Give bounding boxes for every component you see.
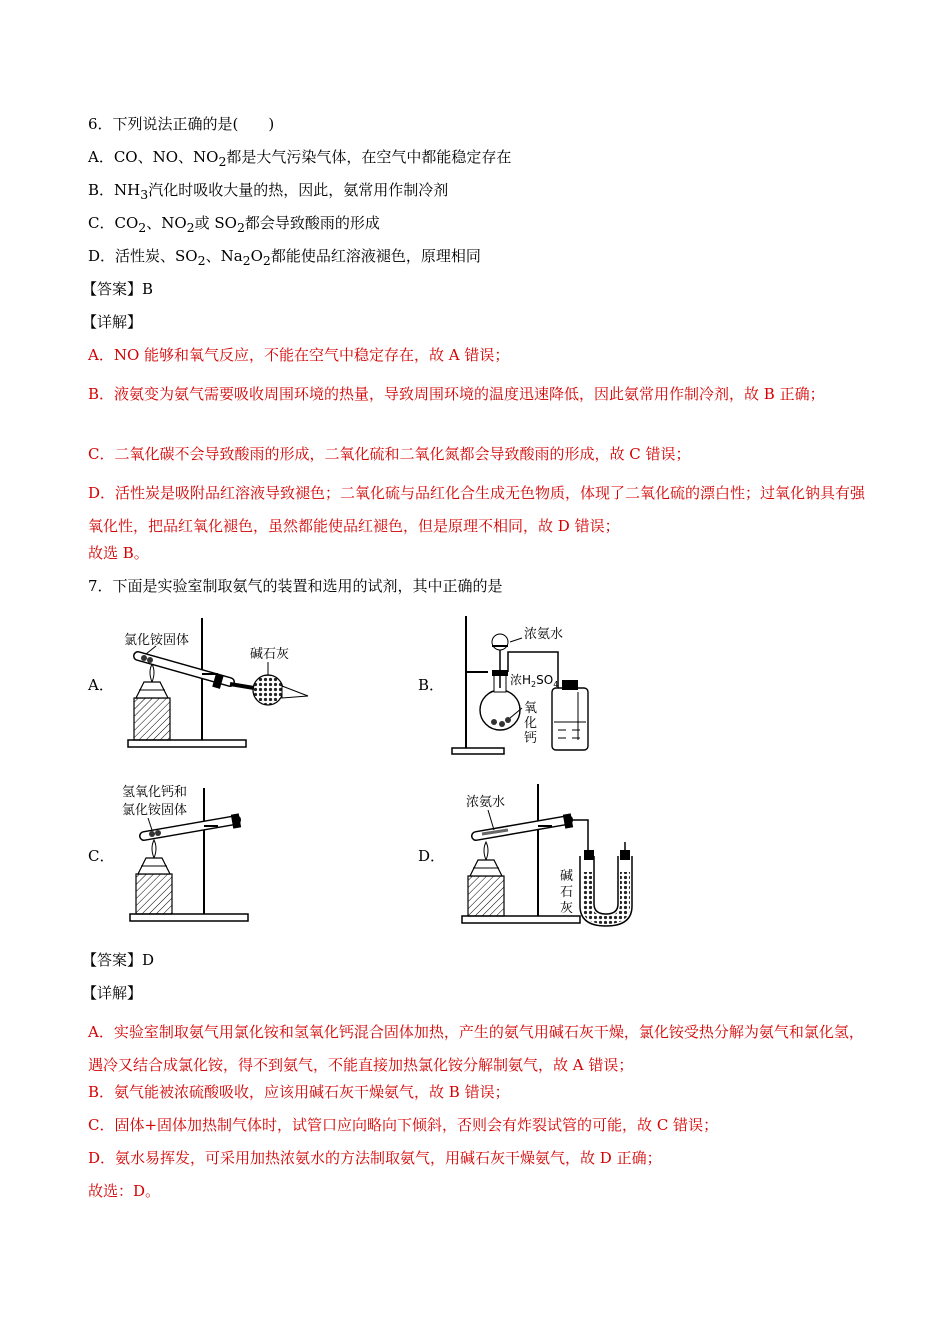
q7-stem: 7．下面是实验室制取氨气的装置和选用的试剂，其中正确的是 bbox=[88, 577, 503, 595]
fig-d-reagent2-1: 碱 bbox=[560, 869, 574, 884]
q6-conclusion: 故选 B。 bbox=[88, 544, 149, 562]
q6-explain-d: D．活性炭是吸附品红溶液导致褪色；二氧化硫与品红化合生成无色物质，体现了二氧化硫的漂白性；过氧化钠具有强氧化性，把品红氧化褪色，虽然都能使品红褪色，但是原理不相同，故 D 错误； bbox=[88, 484, 866, 535]
fig-b-apparatus bbox=[448, 612, 598, 757]
fig-d-label: D． bbox=[418, 847, 446, 865]
q6-answer: 【答案】B bbox=[82, 280, 154, 298]
q6-explain-a: A．NO 能够和氧气反应，不能在空气中稳定存在，故 A 错误； bbox=[88, 346, 510, 364]
fig-d-reagent2-2: 石 bbox=[560, 885, 574, 900]
fig-b-reagent3-1: 氧 bbox=[524, 701, 538, 716]
fig-a-reagent1: 氯化铵固体 bbox=[124, 633, 190, 648]
fig-b-reagent3-3: 钙 bbox=[524, 731, 538, 746]
fig-a-apparatus bbox=[118, 612, 318, 752]
fig-d-reagent1: 浓氨水 bbox=[466, 795, 506, 810]
q7-detail-label: 【详解】 bbox=[82, 984, 143, 1002]
fig-c-label: C． bbox=[88, 847, 115, 865]
fig-d-apparatus bbox=[448, 780, 668, 928]
fig-c-reagent1: 氢氧化钙和 bbox=[122, 785, 188, 800]
fig-d-reagent2-3: 灰 bbox=[560, 901, 574, 916]
q6-explain-b: B．液氨变为氨气需要吸收周围环境的热量，导致周围环境的温度迅速降低，因此氨常用作制冷剂，故 B 正确； bbox=[88, 385, 825, 403]
q7-answer: 【答案】D bbox=[82, 951, 155, 969]
q6-option-c: C．$CO_2$、$NO_2$或 $SO_2$都会导致酸雨的形成 bbox=[88, 214, 380, 235]
q7-explain-d: D．氨水易挥发，可采用加热浓氨水的方法制取氨气，用碱石灰干燥氨气，故 D 正确； bbox=[88, 1149, 662, 1167]
q7-explain-c: C．固体+固体加热制气体时，试管口应向略向下倾斜，否则会有炸裂试管的可能，故 C 错误； bbox=[88, 1116, 719, 1134]
fig-c-apparatus bbox=[118, 782, 278, 924]
q7-explain-b: B．氨气能被浓硫酸吸收，应该用碱石灰干燥氨气，故 B 错误； bbox=[88, 1083, 510, 1101]
q6-detail-label: 【详解】 bbox=[82, 313, 143, 331]
q7-conclusion: 故选：D。 bbox=[88, 1182, 161, 1200]
fig-b-reagent3-2: 化 bbox=[524, 716, 538, 731]
fig-b-label: B． bbox=[418, 676, 445, 694]
fig-a-reagent2: 碱石灰 bbox=[250, 647, 290, 662]
q6-option-a: A．CO、NO、$NO_2$都是大气污染气体，在空气中都能稳定存在 bbox=[88, 148, 512, 169]
q6-option-b: B．$NH_3$汽化时吸收大量的热，因此，氨常用作制冷剂 bbox=[88, 181, 449, 202]
q6-explain-c: C．二氧化碳不会导致酸雨的形成，二氧化硫和二氧化氮都会导致酸雨的形成，故 C 错误； bbox=[88, 445, 691, 463]
q6-option-d: D．活性炭、$SO_2$、$Na_2O_2$都能使品红溶液褪色，原理相同 bbox=[88, 247, 481, 268]
fig-c-reagent2: 氯化铵固体 bbox=[122, 803, 188, 818]
fig-b-reagent1: 浓氨水 bbox=[524, 627, 564, 642]
fig-b-reagent2: 浓$H_2SO_4$ bbox=[510, 673, 559, 689]
q6-stem: 6．下列说法正确的是( ) bbox=[88, 115, 275, 133]
q7-explain-a: A．实验室制取氨气用氯化铵和氢氧化钙混合固体加热，产生的氨气用碱石灰干燥，氯化铵受热分解为氨气和氯化氢，遇冷又结合成氯化铵，得不到氨气，不能直接加热氯化铵分解制氨气，故 A 错误； bbox=[88, 1023, 864, 1074]
fig-a-label: A． bbox=[88, 676, 114, 694]
